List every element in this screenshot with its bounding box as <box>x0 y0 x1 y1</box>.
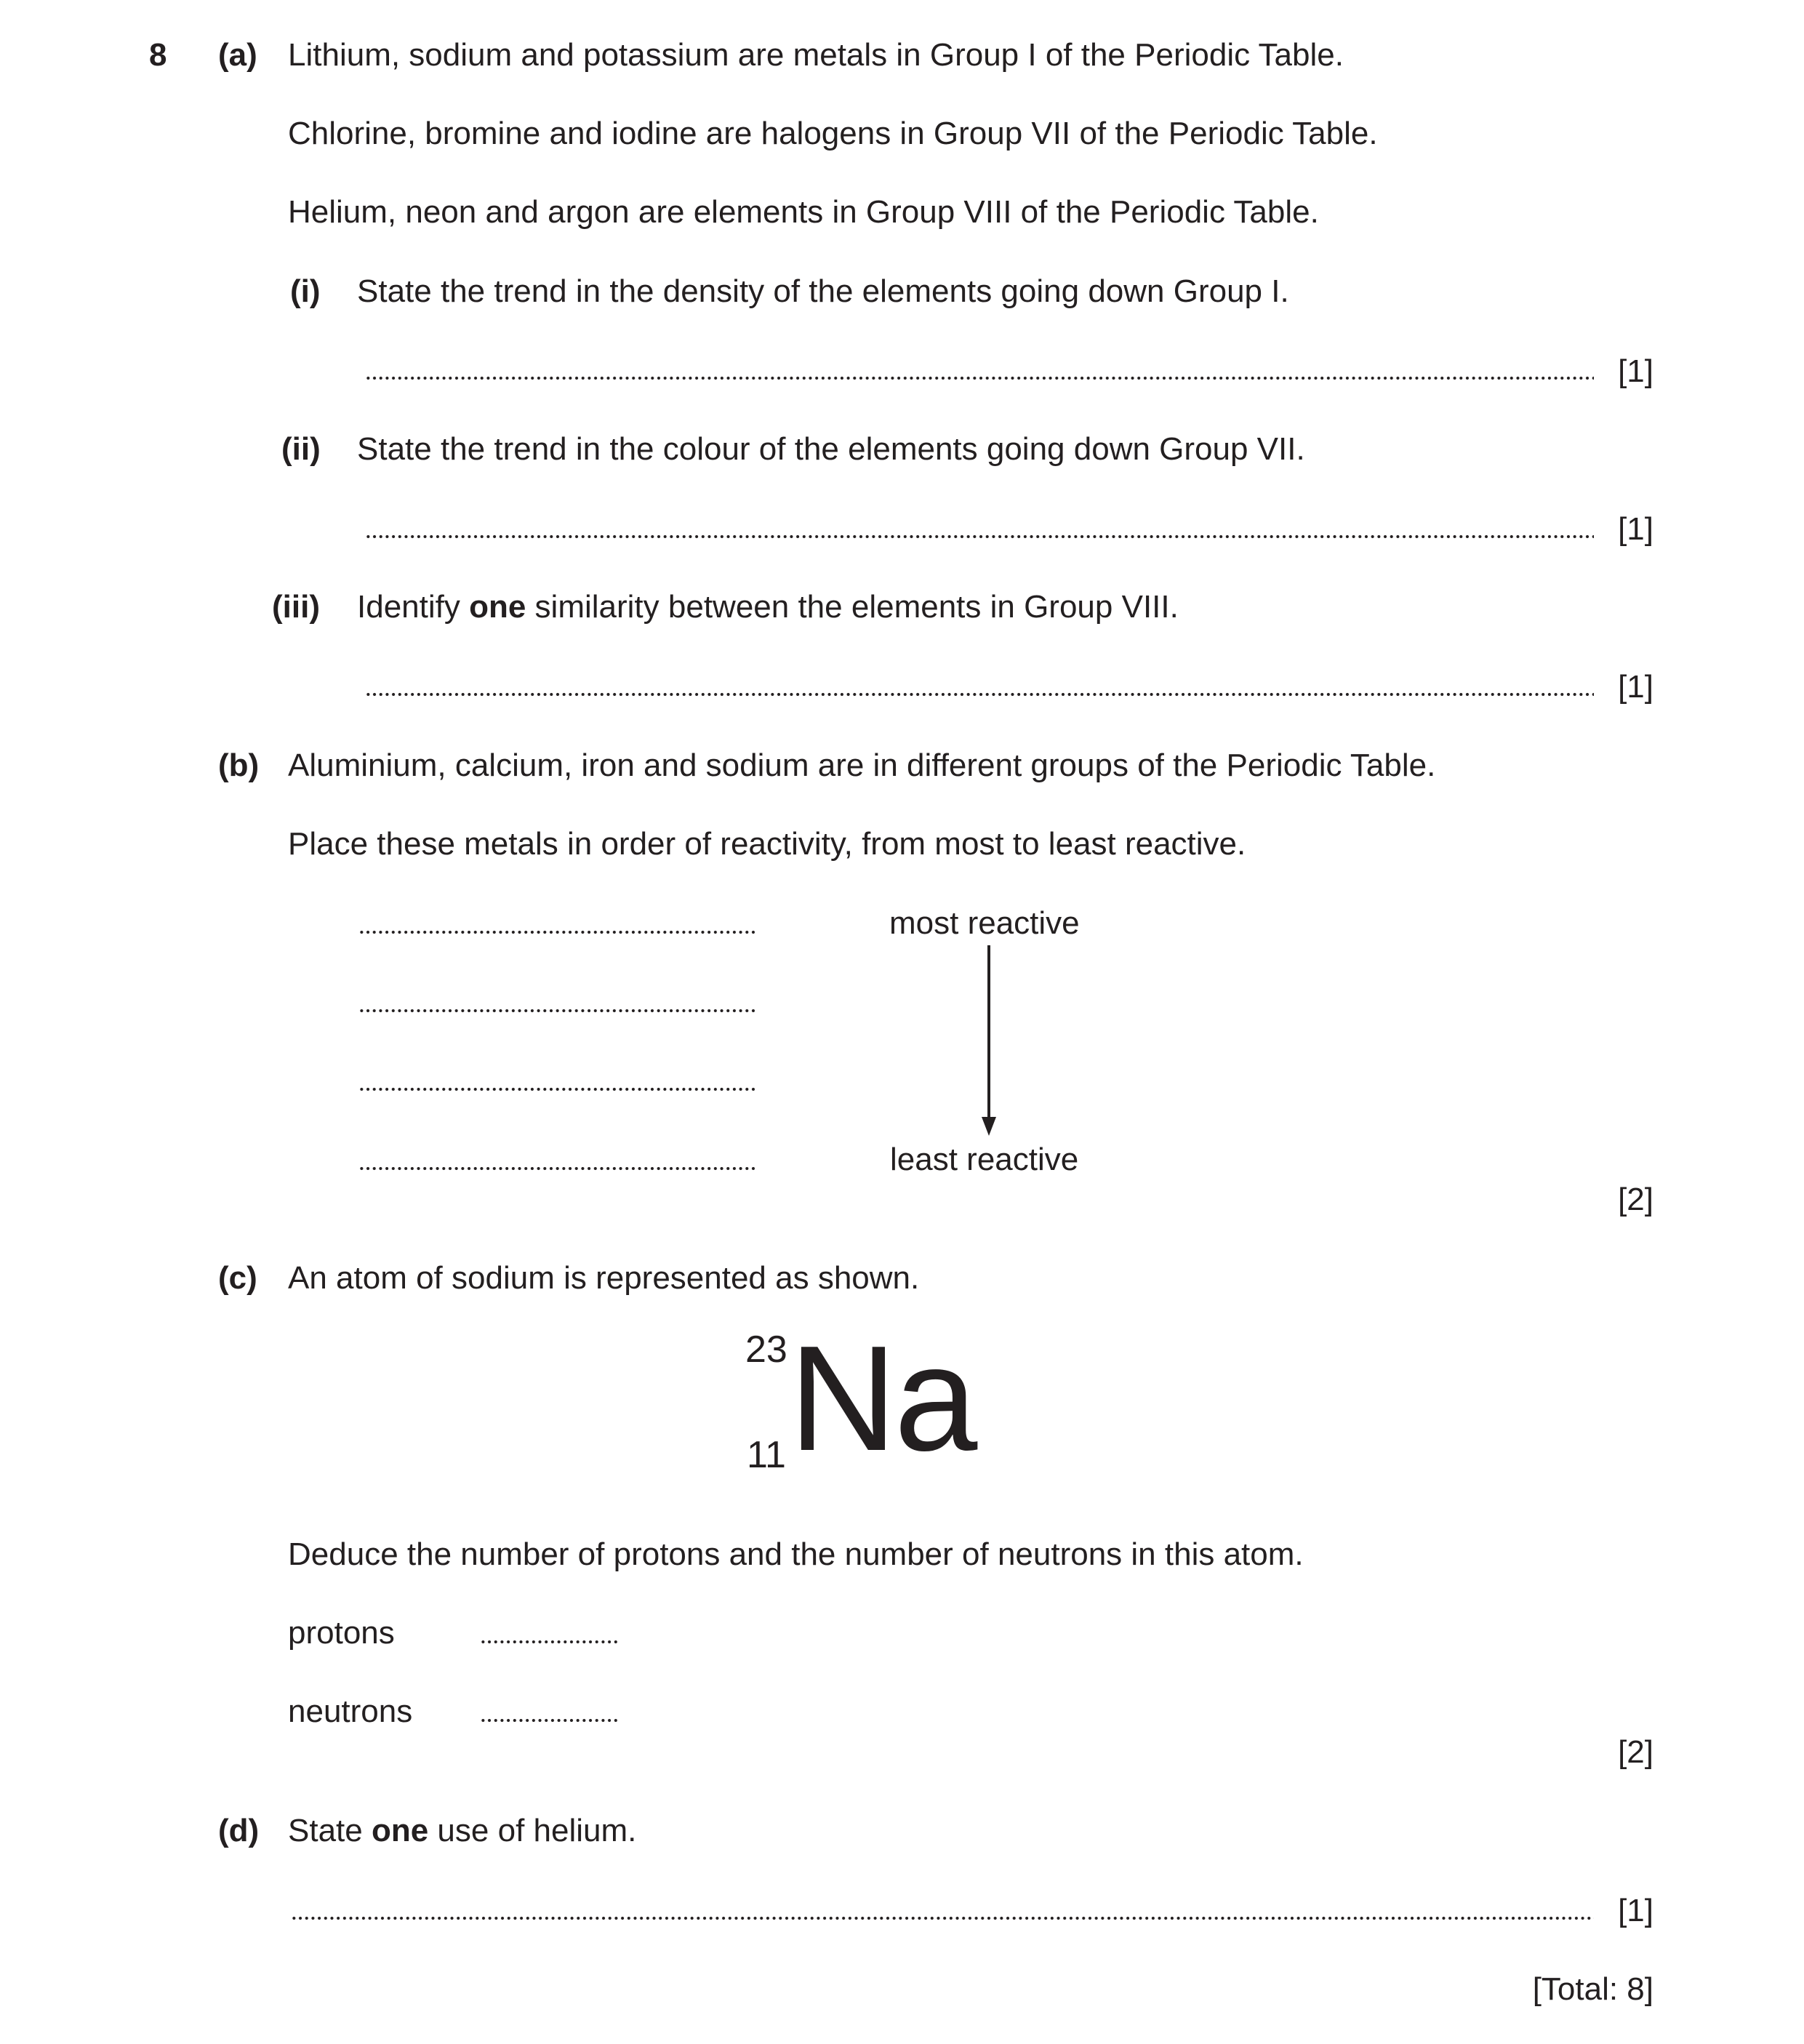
part-d-text-after: use of helium. <box>428 1813 637 1848</box>
marks-c: [2] <box>1618 1734 1653 1770</box>
answer-slot-b-1[interactable] <box>358 930 755 934</box>
answer-slot-b-3[interactable] <box>358 1087 755 1091</box>
answer-slot-b-4[interactable] <box>358 1166 755 1171</box>
part-b-line-1: Aluminium, calcium, iron and sodium are in different groups of the Periodic Table. <box>288 748 1436 783</box>
mass-number: 23 <box>745 1328 787 1371</box>
part-a-iii-question <box>357 591 1179 623</box>
atomic-number: 11 <box>747 1434 786 1476</box>
marks-a-ii: [1] <box>1618 511 1653 547</box>
part-a-ii-question: State the trend in the colour of the elements going down Group VII. <box>357 431 1305 467</box>
part-a-label: (a) <box>218 37 257 73</box>
question-number: 8 <box>149 37 167 73</box>
protons-label: protons <box>288 1615 395 1651</box>
marks-a-iii: [1] <box>1618 669 1653 705</box>
most-reactive-label: most reactive <box>889 905 1080 941</box>
part-d-text-before: State <box>288 1813 372 1848</box>
part-d-text-bold: one <box>371 1813 429 1848</box>
total-marks: [Total: 8] <box>1532 1971 1653 2007</box>
part-d-label: (d) <box>218 1813 260 1848</box>
part-c-line-1: An atom of sodium is represented as shown. <box>288 1260 920 1296</box>
part-b-line-2: Place these metals in order of reactivity, from most to least reactive. <box>288 826 1246 862</box>
part-c-label: (c) <box>218 1260 257 1296</box>
answer-line-a-ii[interactable] <box>365 534 1594 539</box>
part-a-i-question: State the trend in the density of the elements going down Group I. <box>357 273 1289 309</box>
marks-b: [2] <box>1618 1182 1653 1217</box>
neutrons-label: neutrons <box>288 1694 413 1729</box>
part-a-intro-3: Helium, neon and argon are elements in Group VIII of the Periodic Table. <box>288 194 1319 230</box>
part-a-intro-2: Chlorine, bromine and iodine are halogens in Group VII of the Periodic Table. <box>288 116 1378 151</box>
part-a-iii-text-after: similarity between the elements in Group VIII. <box>526 589 1179 625</box>
answer-line-d[interactable] <box>291 1916 1594 1920</box>
part-a-intro-1: Lithium, sodium and potassium are metals in Group I of the Periodic Table. <box>288 37 1344 73</box>
part-a-iii-text-bold: one <box>469 589 526 625</box>
least-reactive-label: least reactive <box>890 1142 1079 1177</box>
answer-line-a-i[interactable] <box>365 376 1594 380</box>
element-symbol: Na <box>789 1315 975 1482</box>
part-b-label: (b) <box>218 748 260 783</box>
protons-answer[interactable] <box>480 1640 618 1644</box>
neutrons-answer[interactable] <box>480 1718 618 1723</box>
part-a-iii-label: (iii) <box>272 589 320 625</box>
marks-a-i: [1] <box>1618 353 1653 389</box>
marks-d: [1] <box>1618 1893 1653 1928</box>
part-c-line-2: Deduce the number of protons and the number of neutrons in this atom. <box>288 1536 1304 1572</box>
answer-slot-b-2[interactable] <box>358 1009 755 1013</box>
part-a-ii-label: (ii) <box>281 431 321 467</box>
part-d-question <box>288 1815 636 1847</box>
part-a-iii-text-before: Identify <box>357 589 470 625</box>
reactivity-arrow <box>974 945 1003 1138</box>
answer-line-a-iii[interactable] <box>365 692 1594 697</box>
part-a-i-label: (i) <box>290 273 321 309</box>
